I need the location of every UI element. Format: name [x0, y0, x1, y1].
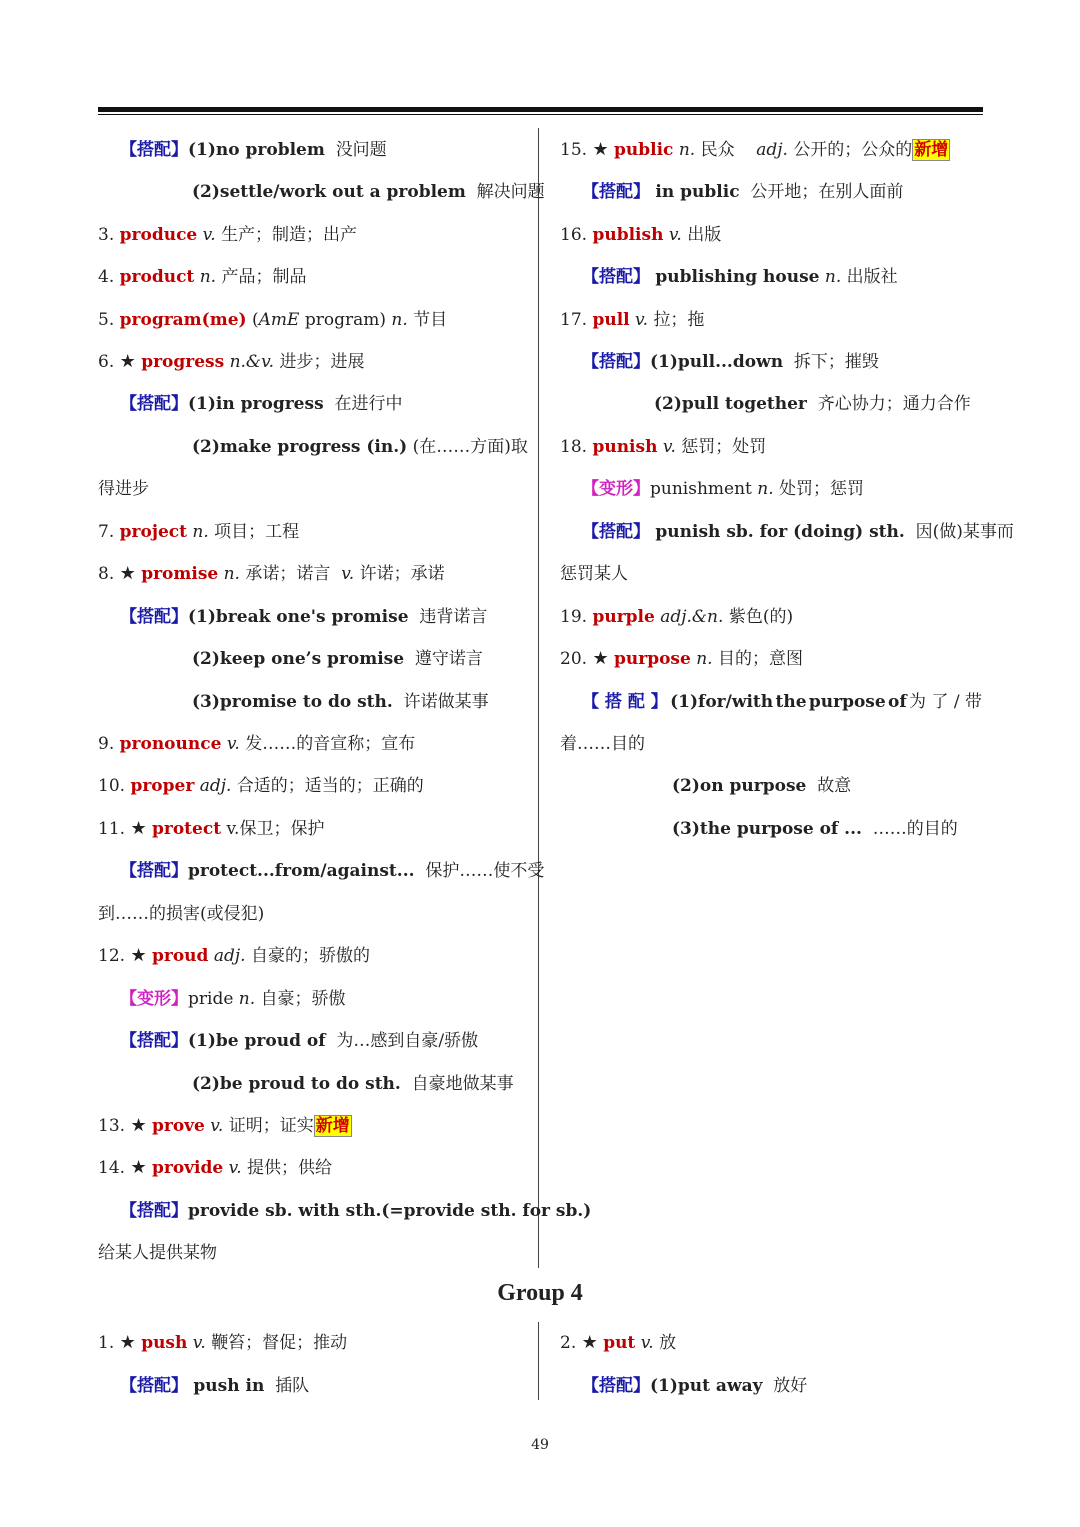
entry-line: 【搭配】(1)pull...down 拆下；摧毁	[582, 352, 879, 372]
header-rule-thick	[98, 107, 983, 112]
star-icon: ★	[130, 945, 147, 966]
entry-line: 【搭配】(1)be proud of 为…感到自豪/骄傲	[120, 1031, 479, 1051]
entry-line: 【变形】punishment n. 处罚；惩罚	[582, 479, 865, 499]
entry-line: 【搭配】 in public 公开地；在别人面前	[582, 182, 904, 202]
entry-line: (2)be proud to do sth. 自豪地做某事	[192, 1074, 514, 1094]
column-divider	[538, 128, 539, 1268]
entry-line: (2)on purpose 故意	[672, 776, 852, 796]
entry-proper: 10. proper adj. 合适的；适当的；正确的	[98, 776, 424, 796]
star-icon: ★	[119, 563, 136, 584]
entry-line: 到……的损害(或侵犯)	[98, 904, 265, 924]
entry-proud: 12. ★ proud adj. 自豪的；骄傲的	[98, 945, 370, 966]
column-divider-group4	[538, 1322, 539, 1400]
entry-line: (3)promise to do sth. 许诺做某事	[192, 692, 489, 712]
entry-line: 惩罚某人	[560, 564, 628, 584]
entry-line: 【搭配】(1)put away 放好	[582, 1376, 808, 1396]
entry-protect: 11. ★ protect v.保卫；保护	[98, 818, 325, 839]
star-icon: ★	[592, 648, 609, 669]
entry-purpose: 20. ★ purpose n. 目的；意图	[560, 648, 803, 669]
new-badge: 新增	[914, 140, 949, 160]
entry-product: 4. product n. 产品；制品	[98, 267, 307, 287]
star-icon: ★	[130, 1115, 147, 1136]
entry-line: 【搭配】provide sb. with sth.(=provide sth. for sb.)	[120, 1201, 592, 1221]
entry-line: 【搭配】 publishing house n. 出版社	[582, 267, 898, 287]
entry-promise: 8. ★ promise n. 承诺；诺言 v. 许诺；承诺	[98, 563, 445, 584]
new-badge: 新增	[315, 1116, 350, 1136]
entry-produce: 3. produce v. 生产；制造；出产	[98, 225, 358, 245]
star-icon: ★	[581, 1332, 598, 1353]
entry-line: 【搭配】(1)no problem 没问题	[120, 140, 387, 160]
entry-line: 得进步	[98, 479, 149, 499]
entry-pull: 17. pull v. 拉；拖	[560, 310, 705, 330]
star-icon: ★	[119, 351, 136, 372]
entry-line: 【搭配】 push in 插队	[120, 1376, 310, 1396]
entry-line: (2)settle/work out a problem 解决问题	[192, 182, 545, 202]
star-icon: ★	[592, 139, 609, 160]
page-number: 49	[531, 1437, 549, 1453]
entry-put: 2. ★ put v. 放	[560, 1332, 677, 1353]
entry-line: (2)pull together 齐心协力；通力合作	[654, 394, 971, 414]
entry-punish: 18. punish v. 惩罚；处罚	[560, 437, 767, 457]
entry-line: 给某人提供某物	[98, 1243, 217, 1263]
header-rule-thin	[98, 114, 983, 115]
entry-line: 着……目的	[560, 734, 645, 754]
entry-push: 1. ★ push v. 鞭笞；督促；推动	[98, 1332, 348, 1353]
entry-line: 【搭配】protect...from/against... 保护……使不受	[120, 861, 545, 881]
entry-purple: 19. purple adj.&n. 紫色(的)	[560, 607, 794, 627]
star-icon: ★	[130, 818, 147, 839]
entry-line: 【搭配】(1)break one's promise 违背诺言	[120, 607, 488, 627]
entry-provide: 14. ★ provide v. 提供；供给	[98, 1157, 333, 1178]
star-icon: ★	[130, 1157, 147, 1178]
entry-programme: 5. program(me) (AmE program) n. 节目	[98, 310, 448, 330]
group-title: Group 4	[497, 1280, 583, 1306]
entry-prove: 13. ★ prove v. 证明；证实 新增	[98, 1115, 350, 1136]
entry-line: 【搭配】(1)in progress 在进行中	[120, 394, 403, 414]
entry-line: 【搭配】 punish sb. for (doing) sth. 因(做)某事而	[582, 522, 1014, 542]
entry-public: 15. ★ public n. 民众 adj. 公开的；公众的 新增	[560, 139, 949, 160]
entry-line: (2)keep one’s promise 遵守诺言	[192, 649, 483, 669]
star-icon: ★	[119, 1332, 136, 1353]
entry-line: (3)the purpose of ... ……的目的	[672, 819, 958, 839]
entry-line: 【变形】pride n. 自豪；骄傲	[120, 989, 346, 1009]
entry-progress: 6. ★ progress n.&v. 进步；进展	[98, 351, 365, 372]
entry-pronounce: 9. pronounce v. 发……的音宣称；宣布	[98, 734, 416, 754]
entry-line: 【 搭 配 】 (1)for/with the purpose of 为 了 / 带	[582, 692, 982, 712]
entry-publish: 16. publish v. 出版	[560, 225, 722, 245]
entry-project: 7. project n. 项目；工程	[98, 522, 300, 542]
entry-line: (2)make progress (in.) (在……方面)取	[192, 437, 528, 457]
